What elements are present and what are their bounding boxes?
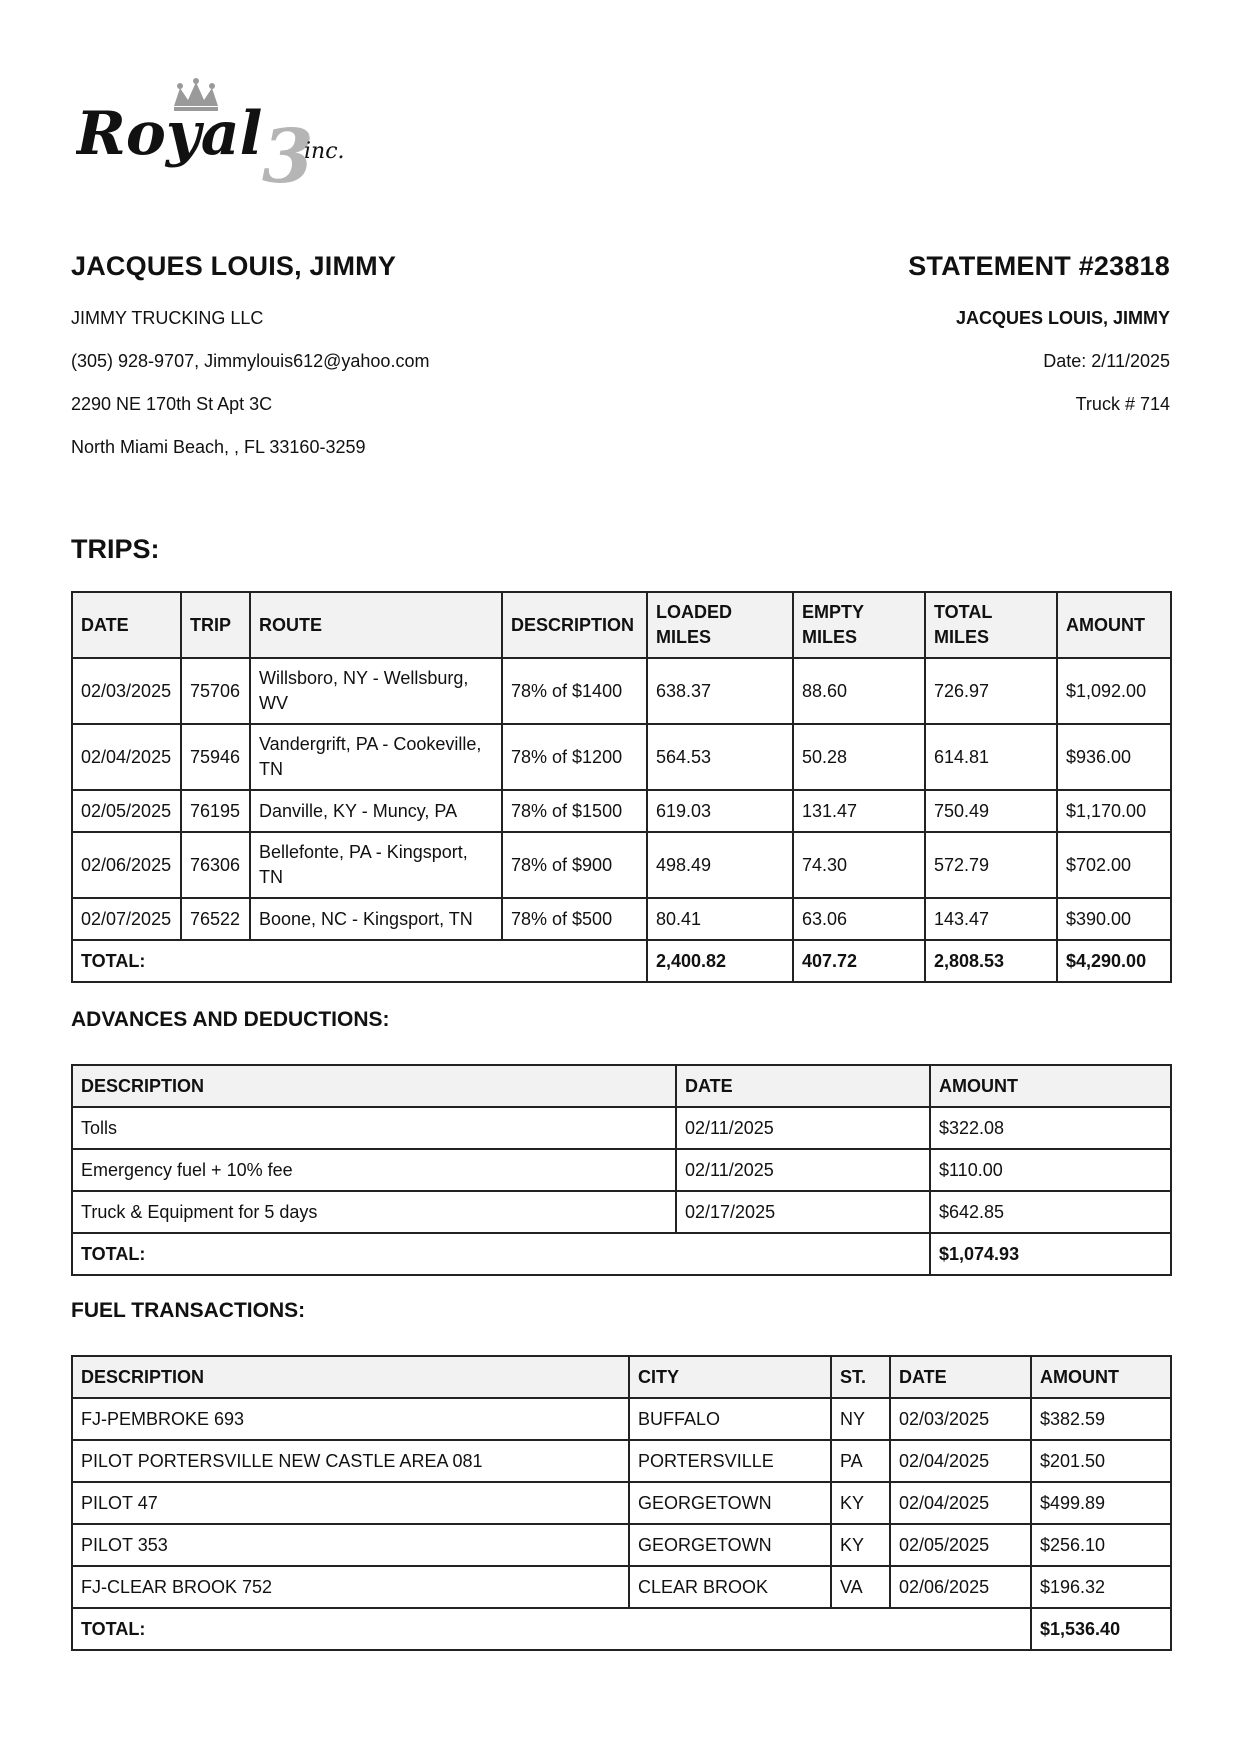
table-cell: $936.00 [1057,724,1171,790]
table-cell: 75946 [181,724,250,790]
table-cell: 02/05/2025 [72,790,181,832]
address-line-1: 2290 NE 170th St Apt 3C [71,394,273,414]
table-row [72,832,1171,898]
table-row [72,1149,1171,1191]
svg-text:3: 3 [262,114,314,190]
trips-heading: TRIPS: [71,534,160,564]
table-cell: 02/11/2025 [676,1149,930,1191]
table-cell: $196.32 [1031,1566,1171,1608]
table-cell: 638.37 [647,658,793,724]
table-cell: 02/04/2025 [890,1482,1031,1524]
trips-col-header: LOADED MILES [647,592,793,658]
advances-table [71,1064,1172,1276]
table-row [72,1440,1171,1482]
table-cell: 564.53 [647,724,793,790]
advances-heading: ADVANCES AND DEDUCTIONS: [71,1008,390,1031]
company-logo [76,78,386,190]
statement-driver-name: JACQUES LOUIS, JIMMY [955,308,1170,328]
table-cell: PILOT PORTERSVILLE NEW CASTLE AREA 081 [72,1440,629,1482]
driver-name-title: JACQUES LOUIS, JIMMY [71,251,397,281]
table-row [72,898,1171,940]
trips-col-header: AMOUNT [1057,592,1171,658]
table-row [72,724,1171,790]
table-cell: 02/06/2025 [890,1566,1031,1608]
table-cell: 78% of $900 [502,832,647,898]
trips-table [71,591,1172,983]
trips-col-header: EMPTY MILES [793,592,925,658]
table-row [72,1482,1171,1524]
table-cell: $110.00 [930,1149,1171,1191]
table-cell: BUFFALO [629,1398,831,1440]
crown-icon [76,78,386,190]
table-cell: 76522 [181,898,250,940]
advances-col-header: DESCRIPTION [72,1065,676,1107]
fuel-col-header: ST. [831,1356,890,1398]
table-cell: 02/03/2025 [72,658,181,724]
table-cell: $322.08 [930,1107,1171,1149]
total-amount: $1,536.40 [1031,1608,1171,1650]
table-cell: 50.28 [793,724,925,790]
table-cell: $256.10 [1031,1524,1171,1566]
total-label: TOTAL: [72,940,647,982]
table-cell: FJ-CLEAR BROOK 752 [72,1566,629,1608]
table-cell: 02/05/2025 [890,1524,1031,1566]
table-cell: 76306 [181,832,250,898]
table-cell: 02/11/2025 [676,1107,930,1149]
table-row [72,1398,1171,1440]
table-cell: 02/07/2025 [72,898,181,940]
table-cell: Vandergrift, PA - Cookeville, TN [250,724,502,790]
table-row [72,1191,1171,1233]
table-cell: PORTERSVILLE [629,1440,831,1482]
table-row [72,658,1171,724]
total-loaded-miles: 2,400.82 [647,940,793,982]
table-cell: 78% of $1400 [502,658,647,724]
total-miles: 2,808.53 [925,940,1057,982]
table-cell: FJ-PEMBROKE 693 [72,1398,629,1440]
table-cell: $1,170.00 [1057,790,1171,832]
table-cell: Truck & Equipment for 5 days [72,1191,676,1233]
table-row [72,1524,1171,1566]
table-cell: 76195 [181,790,250,832]
table-cell: $382.59 [1031,1398,1171,1440]
trips-col-header: TOTAL MILES [925,592,1057,658]
statement-title: STATEMENT #23818 [908,251,1170,281]
table-cell: VA [831,1566,890,1608]
table-cell: GEORGETOWN [629,1482,831,1524]
table-cell: 88.60 [793,658,925,724]
table-cell: $499.89 [1031,1482,1171,1524]
total-amount: $4,290.00 [1057,940,1171,982]
table-cell: PA [831,1440,890,1482]
fuel-col-header: CITY [629,1356,831,1398]
table-cell: PILOT 353 [72,1524,629,1566]
table-cell: 78% of $500 [502,898,647,940]
svg-text:Royal: Royal [76,99,263,169]
table-cell: Bellefonte, PA - Kingsport, TN [250,832,502,898]
svg-text:inc.: inc. [304,139,345,164]
table-cell: 75706 [181,658,250,724]
table-cell: CLEAR BROOK [629,1566,831,1608]
total-amount: $1,074.93 [930,1233,1171,1275]
trips-col-header: DESCRIPTION [502,592,647,658]
table-row [72,1107,1171,1149]
company-name: JIMMY TRUCKING LLC [71,308,264,328]
total-label: TOTAL: [72,1233,930,1275]
table-cell: Emergency fuel + 10% fee [72,1149,676,1191]
table-cell: 02/17/2025 [676,1191,930,1233]
advances-total-row [72,1233,1171,1275]
table-cell: NY [831,1398,890,1440]
table-cell: 750.49 [925,790,1057,832]
table-cell: Boone, NC - Kingsport, TN [250,898,502,940]
table-cell: PILOT 47 [72,1482,629,1524]
address-line-2: North Miami Beach, , FL 33160-3259 [71,437,366,457]
table-cell: Danville, KY - Muncy, PA [250,790,502,832]
table-cell: KY [831,1524,890,1566]
fuel-table [71,1355,1172,1651]
table-cell: 02/04/2025 [72,724,181,790]
trips-col-header: ROUTE [250,592,502,658]
advances-header-row [72,1065,1171,1107]
table-cell: $642.85 [930,1191,1171,1233]
trips-col-header: DATE [72,592,181,658]
trips-total-row [72,940,1171,982]
table-cell: 131.47 [793,790,925,832]
table-cell: 80.41 [647,898,793,940]
table-cell: 74.30 [793,832,925,898]
table-cell: 63.06 [793,898,925,940]
total-label: TOTAL: [72,1608,1031,1650]
total-empty-miles: 407.72 [793,940,925,982]
fuel-header-row [72,1356,1171,1398]
table-cell: 498.49 [647,832,793,898]
trips-header-row [72,592,1171,658]
table-cell: $390.00 [1057,898,1171,940]
table-cell: 726.97 [925,658,1057,724]
table-cell: 02/03/2025 [890,1398,1031,1440]
table-cell: 78% of $1200 [502,724,647,790]
table-cell: 572.79 [925,832,1057,898]
table-cell: 619.03 [647,790,793,832]
table-cell: 143.47 [925,898,1057,940]
truck-number: Truck # 714 [1075,394,1170,414]
table-cell: Tolls [72,1107,676,1149]
fuel-col-header: DATE [890,1356,1031,1398]
fuel-heading: FUEL TRANSACTIONS: [71,1299,306,1322]
contact-info: (305) 928-9707, Jimmylouis612@yahoo.com [71,351,430,371]
table-cell: GEORGETOWN [629,1524,831,1566]
table-cell: KY [831,1482,890,1524]
advances-col-header: DATE [676,1065,930,1107]
table-cell: Willsboro, NY - Wellsburg, WV [250,658,502,724]
statement-date: Date: 2/11/2025 [1043,351,1170,371]
fuel-col-header: DESCRIPTION [72,1356,629,1398]
table-cell: 614.81 [925,724,1057,790]
table-cell: 02/06/2025 [72,832,181,898]
fuel-total-row [72,1608,1171,1650]
table-cell: $1,092.00 [1057,658,1171,724]
table-row [72,1566,1171,1608]
table-cell: $702.00 [1057,832,1171,898]
trips-col-header: TRIP [181,592,250,658]
table-cell: 78% of $1500 [502,790,647,832]
fuel-col-header: AMOUNT [1031,1356,1171,1398]
table-row [72,790,1171,832]
advances-col-header: AMOUNT [930,1065,1171,1107]
table-cell: 02/04/2025 [890,1440,1031,1482]
table-cell: $201.50 [1031,1440,1171,1482]
